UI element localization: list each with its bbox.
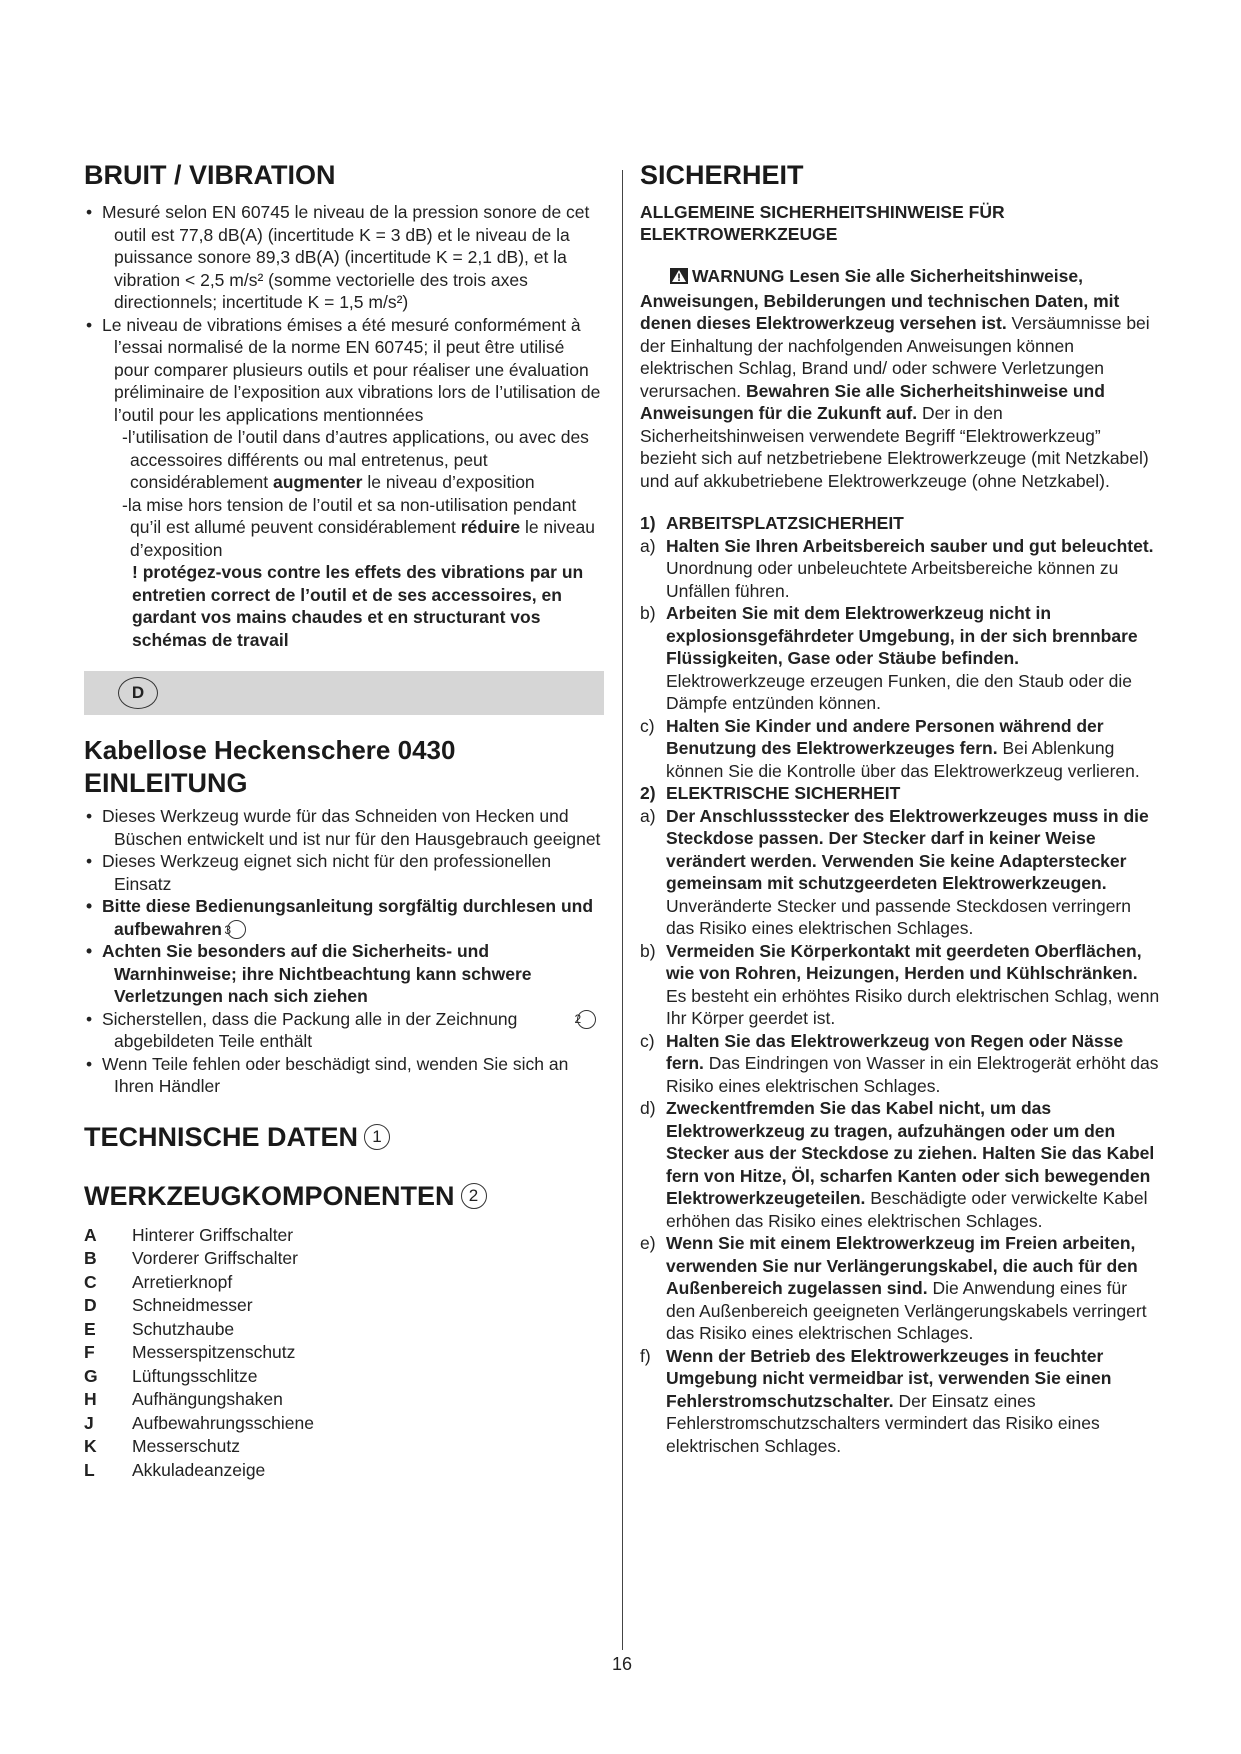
part-letter: F bbox=[84, 1342, 95, 1362]
ref-2-large: 2 bbox=[461, 1183, 487, 1209]
section-title-sicherheit: SICHERHEIT bbox=[640, 160, 804, 190]
part-label: Arretierknopf bbox=[132, 1271, 233, 1292]
right-column bbox=[640, 160, 1160, 1457]
safety-item bbox=[640, 1232, 1160, 1345]
part-row bbox=[84, 1247, 604, 1271]
bruit-sub-1 bbox=[84, 426, 604, 494]
part-label: Messerschutz bbox=[132, 1436, 240, 1456]
section-heading-text: ARBEITSPLATZSICHERHEIT bbox=[666, 513, 904, 533]
section-title-komponenten: WERKZEUGKOMPONENTEN bbox=[84, 1180, 455, 1211]
einleitung-bullet-1: • Dieses Werkzeug wurde für das Schneiden von Hecken und Büschen entwickelt und ist nur für den Hausgebrauch geeignet bbox=[84, 805, 604, 850]
sub1-bold: augmenter bbox=[273, 472, 363, 492]
warning-bold-1: WARNUNG Lesen Sie alle Sicherheitshinweise, Anweisungen, Bebilderungen und technischen Daten, mit denen dieses Elektrowerkzeug versehen ist. bbox=[640, 266, 1120, 333]
safety-item bbox=[640, 1097, 1160, 1232]
language-bar bbox=[84, 671, 604, 715]
einleitung-list bbox=[84, 805, 604, 1098]
sub2-text: -la mise hors tension de l’outil et sa non-utilisation pendant qu’il est allumé peuvent considérablement bbox=[122, 494, 577, 537]
safety-item bbox=[640, 715, 1160, 783]
part-label: Messerspitzenschutz bbox=[132, 1342, 296, 1362]
part-letter: E bbox=[84, 1318, 96, 1339]
part-letter: H bbox=[84, 1389, 97, 1409]
item-bold: Halten Sie Kinder und andere Personen während der Benutzung des Elektrowerkzeuges fern. bbox=[666, 715, 1104, 758]
ref-3: 3 bbox=[227, 920, 246, 939]
safety-item bbox=[640, 805, 1160, 940]
bruit-sub-2 bbox=[84, 494, 604, 562]
item-text: Der Einsatz eines Fehlerstromschutzschalters vermindert das Risiko eines elektrischen Schlages. bbox=[666, 1390, 1100, 1456]
item-bold: Wenn Sie mit einem Elektrowerkzeug im Freien arbeiten, verwenden Sie nur Verlängerungskabel, die auch für den Außenbereich zugelassen sind. bbox=[666, 1233, 1138, 1298]
item-label: d) bbox=[640, 1098, 656, 1118]
part-label: Lüftungsschlitze bbox=[132, 1365, 258, 1386]
part-label: Hinterer Griffschalter bbox=[132, 1224, 294, 1245]
item-label: e) bbox=[640, 1233, 656, 1253]
section-title-technische: TECHNISCHE DATEN bbox=[84, 1121, 359, 1152]
part-row bbox=[84, 1435, 604, 1459]
part-letter: L bbox=[84, 1459, 95, 1480]
part-row bbox=[84, 1388, 604, 1412]
warning-block bbox=[640, 265, 1160, 492]
b3-text: Bitte diese Bedienungsanleitung sorgfältig durchlesen und aufbewahren bbox=[102, 896, 594, 939]
item-text: Elektrowerkzeuge erzeugen Funken, die den Staub oder die Dämpfe entzünden können. bbox=[666, 670, 1132, 713]
section-1-heading bbox=[640, 512, 1160, 535]
warning-bold-2: Bewahren Sie alle Sicherheitshinweise und Anweisungen für die Zukunft auf. bbox=[640, 380, 1105, 423]
vibration-note: ! protégez-vous contre les effets des vibrations par un entretien correct de l’outil et de ses accessoires, en gardant vos mains chaudes et en structurant vos schémas de travail bbox=[132, 562, 584, 650]
item-bold: Halten Sie das Elektrowerkzeug von Regen oder Nässe fern. bbox=[666, 1030, 1124, 1073]
item-label: b) bbox=[640, 940, 656, 961]
part-letter: D bbox=[84, 1295, 97, 1315]
section-title-einleitung: EINLEITUNG bbox=[84, 768, 248, 798]
ref-2: 2 bbox=[577, 1010, 596, 1029]
part-row bbox=[84, 1459, 604, 1483]
bruit-bullet-2: • Le niveau de vibrations émises a été mesuré conformément à l’essai normalisé de la norme EN 60745; il peut être utilisé pour comparer plusieurs outils et pour réaliser une évaluation préliminaire de l’exposition aux vibrations lors de l’utilisation de l’outil pour les applications mentionnées bbox=[84, 314, 604, 427]
part-label: Schneidmesser bbox=[132, 1295, 253, 1315]
part-row bbox=[84, 1318, 604, 1342]
part-letter: J bbox=[84, 1412, 94, 1433]
komponenten-heading bbox=[84, 1181, 604, 1212]
item-text: Bei Ablenkung können Sie die Kontrolle über das Elektrowerkzeug verlieren. bbox=[666, 738, 1140, 781]
part-letter: C bbox=[84, 1271, 97, 1292]
item-text: Die Anwendung eines für den Außenbereich geeigneten Verlängerungskabels verringert das Risiko eines elektrischen Schlages. bbox=[666, 1278, 1147, 1343]
item-bold: Arbeiten Sie mit dem Elektrowerkzeug nicht in explosionsgefährdeter Umgebung, in der sich brennbare Flüssigkeiten, Gase oder Stäube befinden. bbox=[666, 603, 1138, 668]
part-letter: K bbox=[84, 1436, 97, 1456]
item-label: c) bbox=[640, 715, 655, 736]
safety-item bbox=[640, 1030, 1160, 1098]
item-bold: Zweckentfremden Sie das Kabel nicht, um das Elektrowerkzeug zu tragen, aufzuhängen oder um den Stecker aus der Steckdose zu ziehen. Halten Sie das Kabel fern von Hitze, Öl, scharfen Kanten oder sich bewegenden Elektrowerkzeugeteilen. bbox=[666, 1098, 1155, 1208]
part-letter: B bbox=[84, 1248, 97, 1268]
item-bold: Vermeiden Sie Körperkontakt mit geerdeten Oberflächen, wie von Rohren, Heizungen, Herden und Kühlschränken. bbox=[666, 940, 1142, 983]
part-label: Akkuladeanzeige bbox=[132, 1459, 266, 1480]
part-label: Aufbewahrungsschiene bbox=[132, 1412, 314, 1433]
section-number: 1) bbox=[640, 513, 656, 533]
einleitung-bullet-5 bbox=[84, 1008, 604, 1053]
b5-text: Sicherstellen, dass die Packung alle in der Zeichnung abgebildeten Teile enthält bbox=[102, 1008, 518, 1051]
sub1-text: -l’utilisation de l’outil dans d’autres applications, ou avec des accessoires différents ou mal entretenus, peut considérablement bbox=[122, 427, 589, 492]
item-label: b) bbox=[640, 603, 656, 623]
safety-item bbox=[640, 602, 1160, 715]
item-text: Beschädigte oder verwickelte Kabel erhöhen das Risiko eines elektrischen Schlages. bbox=[666, 1188, 1148, 1231]
item-label: f) bbox=[640, 1345, 651, 1366]
section-2-heading bbox=[640, 782, 1160, 805]
part-label: Aufhängungshaken bbox=[132, 1389, 283, 1409]
section-heading-text: ELEKTRISCHE SICHERHEIT bbox=[666, 783, 901, 803]
warning-text-2: Der in den Sicherheitshinweisen verwendete Begriff “Elektrowerkzeug” bezieht sich auf netzbetriebene Elektrowerkzeuge (mit Netzkabel) und auf akkubetriebene Elektrowerkzeuge (ohne Netzkabel). bbox=[640, 403, 1149, 491]
item-text: Unordnung oder unbeleuchtete Arbeitsbereiche können zu Unfällen führen. bbox=[666, 558, 1119, 601]
part-row bbox=[84, 1412, 604, 1436]
section-subtitle: ALLGEMEINE SICHERHEITSHINWEISE FÜR ELEKTROWERKZEUGE bbox=[640, 202, 1005, 244]
column-divider bbox=[622, 170, 623, 1650]
item-text: Es besteht ein erhöhtes Risiko durch elektrischen Schlag, wenn Ihr Körper geerdet ist. bbox=[666, 985, 1160, 1028]
section-title-bruit: BRUIT / VIBRATION bbox=[84, 160, 336, 190]
part-letter: G bbox=[84, 1365, 98, 1386]
part-row bbox=[84, 1271, 604, 1295]
item-label: a) bbox=[640, 535, 656, 556]
ref-1: 1 bbox=[364, 1124, 390, 1150]
section-number: 2) bbox=[640, 783, 656, 803]
product-title: Kabellose Heckenschere 0430 bbox=[84, 735, 456, 765]
technische-heading bbox=[84, 1122, 604, 1153]
part-label: Schutzhaube bbox=[132, 1318, 235, 1339]
warning-triangle-icon bbox=[670, 267, 688, 290]
part-letter: A bbox=[84, 1224, 97, 1245]
bruit-list bbox=[84, 201, 604, 426]
part-row bbox=[84, 1365, 604, 1389]
item-bold: Halten Sie Ihren Arbeitsbereich sauber und gut beleuchtet. bbox=[666, 535, 1154, 556]
language-badge: D bbox=[118, 677, 158, 709]
left-column bbox=[84, 160, 604, 1482]
sub2-text-end: le niveau d’exposition bbox=[130, 517, 595, 560]
item-label: c) bbox=[640, 1030, 655, 1051]
einleitung-bullet-2: • Dieses Werkzeug eignet sich nicht für den professionellen Einsatz bbox=[84, 850, 604, 895]
einleitung-bullet-6: • Wenn Teile fehlen oder beschädigt sind, wenden Sie sich an Ihren Händler bbox=[84, 1053, 604, 1098]
part-row bbox=[84, 1341, 604, 1365]
item-bold: Wenn der Betrieb des Elektrowerkzeuges in feuchter Umgebung nicht vermeidbar ist, verwenden Sie einen Fehlerstromschutzschalter. bbox=[666, 1345, 1112, 1411]
warning-text-1: Versäumnisse bei der Einhaltung der nachfolgenden Anweisungen können elektrischen Schlag, Brand und/ oder schwere Verletzungen verursachen. bbox=[640, 313, 1150, 401]
safety-item bbox=[640, 940, 1160, 1030]
sub2-bold: réduire bbox=[460, 517, 521, 537]
part-row bbox=[84, 1294, 604, 1318]
item-label: a) bbox=[640, 805, 656, 826]
safety-item bbox=[640, 535, 1160, 603]
einleitung-bullet-4: • Achten Sie besonders auf die Sicherheits- und Warnhinweise; ihre Nichtbeachtung kann schwere Verletzungen nach sich ziehen bbox=[84, 940, 604, 1008]
safety-item bbox=[640, 1345, 1160, 1458]
sub1-text-end: le niveau d’exposition bbox=[362, 472, 535, 492]
item-text: Das Eindringen von Wasser in ein Elektrogerät erhöht das Risiko eines elektrischen Schlages. bbox=[666, 1053, 1159, 1096]
bruit-bullet-1: • Mesuré selon EN 60745 le niveau de la pression sonore de cet outil est 77,8 dB(A) (incertitude K = 3 dB) et le niveau de la puissance sonore 89,3 dB(A) (incertitude K = 2,1 dB), et la vibration < 2,5 m/s² (somme vectorielle des trois axes directionnels; incertitude K = 1,5 m/s²) bbox=[84, 201, 604, 314]
parts-list bbox=[84, 1224, 604, 1483]
item-bold: Der Anschlussstecker des Elektrowerkzeuges muss in die Steckdose passen. Der Stecker darf in keiner Weise verändert werden. Verwenden Sie keine Adapterstecker gemeinsam mit schutzgeerdeten Elektrowerkzeugen. bbox=[666, 805, 1149, 893]
part-row bbox=[84, 1224, 604, 1248]
item-text: Unveränderte Stecker und passende Steckdosen verringern das Risiko eines elektrischen Schlages. bbox=[666, 895, 1131, 938]
part-label: Vorderer Griffschalter bbox=[132, 1248, 298, 1268]
einleitung-bullet-3 bbox=[84, 895, 604, 940]
page-number: 16 bbox=[612, 1654, 633, 1674]
